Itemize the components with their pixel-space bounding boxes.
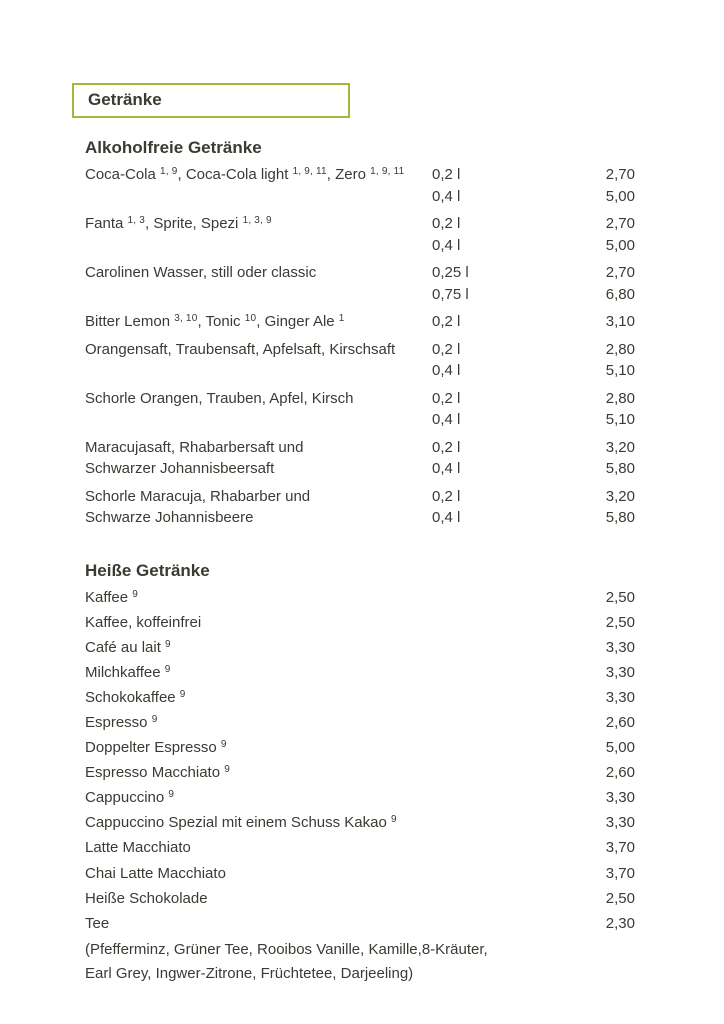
item-name: Fanta $^{1, 3}$, Sprite, Spezi $^{1, 3, 9}$ <box>85 215 272 232</box>
footnote-superscript: 10 <box>244 313 257 324</box>
footnote-superscript: 9 <box>168 789 175 801</box>
item-size: 0,4 l <box>432 362 461 379</box>
footnote-superscript: 1, 9, 11 <box>370 166 405 177</box>
hot-drinks-list <box>85 587 635 935</box>
item-name: Maracujasaft, Rhabarbersaft und <box>85 438 304 456</box>
menu-item-row <box>85 311 635 333</box>
footnote-superscript: 9 <box>151 713 158 725</box>
item-price: 2,30 <box>605 914 635 932</box>
tea-varieties-note <box>85 938 635 986</box>
item-size: 0,4 l <box>432 460 461 477</box>
item-name: Espresso Macchiato $^9$ <box>85 764 230 782</box>
item-name: Chai Latte Macchiato <box>85 864 226 882</box>
footnote-superscript: 9 <box>224 764 230 776</box>
item-price: 3,10 <box>605 313 635 330</box>
item-name: Kaffee $^9$ <box>85 588 139 606</box>
menu-item-row <box>85 284 635 306</box>
item-price: 5,80 <box>605 460 635 477</box>
item-price: 2,60 <box>605 764 635 782</box>
item-name: Latte Macchiato <box>85 839 191 857</box>
item-name: Coca-Cola $^{1, 9}$, Coca-Cola light $^{1, 9, 11}$, Zero $^{1, 9, 11}$ <box>85 166 405 183</box>
item-size: 0,2 l <box>432 389 461 407</box>
item-size: 0,2 l <box>432 166 461 183</box>
item-size: 0,2 l <box>432 313 461 330</box>
menu-item-row <box>85 837 635 859</box>
menu-item-row <box>85 712 635 734</box>
item-price: 2,50 <box>605 889 635 907</box>
item-size: 0,75 l <box>432 285 469 303</box>
menu-item-row <box>85 637 635 659</box>
item-price: 5,00 <box>605 739 635 757</box>
menu-item-row <box>85 409 635 431</box>
menu-item-row <box>85 863 635 885</box>
menu-item-row <box>85 458 635 480</box>
tea-note-line: Earl Grey, Ingwer-Zitrone, Früchtetee, Darjeeling) <box>85 964 414 982</box>
footnote-superscript: 1, 9 <box>160 166 178 177</box>
item-name: Schwarzer Johannisbeersaft <box>85 460 275 477</box>
item-price: 2,60 <box>605 713 635 731</box>
item-price: 3,30 <box>605 789 635 807</box>
menu-item-row <box>85 662 635 684</box>
menu-item <box>85 262 635 305</box>
section-heading-alkoholfrei: Alkoholfreie Getränke <box>85 138 262 157</box>
item-price: 5,10 <box>605 362 635 379</box>
item-name: Schokokaffee $^9$ <box>85 688 186 706</box>
item-price: 5,80 <box>605 509 635 526</box>
menu-item <box>85 213 635 256</box>
menu-item-row <box>85 186 635 208</box>
menu-item-row <box>85 787 635 809</box>
item-size: 0,4 l <box>432 411 461 428</box>
item-price: 3,30 <box>605 663 635 681</box>
item-price: 3,70 <box>605 839 635 857</box>
item-name: Carolinen Wasser, still oder classic <box>85 264 317 281</box>
item-price: 2,70 <box>605 264 635 281</box>
cold-drinks-list <box>85 164 635 529</box>
menu-item-row <box>85 587 635 609</box>
item-size: 0,4 l <box>432 236 461 254</box>
footnote-superscript: 1, 3 <box>127 215 146 226</box>
menu-item <box>85 486 635 529</box>
menu-item-row <box>85 437 635 459</box>
menu-item-row <box>85 612 635 634</box>
menu-item-row <box>85 388 635 410</box>
item-price: 2,80 <box>605 389 635 407</box>
item-size: 0,2 l <box>432 487 461 505</box>
menu-item <box>85 388 635 431</box>
menu-item-row <box>85 812 635 834</box>
menu-item <box>85 164 635 207</box>
item-price: 5,00 <box>605 187 635 205</box>
menu-item-row <box>85 737 635 759</box>
item-size: 0,4 l <box>432 509 461 526</box>
menu-item-row <box>85 339 635 361</box>
item-name: Heiße Schokolade <box>85 889 208 907</box>
menu-item-row <box>85 687 635 709</box>
item-price: 3,30 <box>605 814 635 832</box>
menu-item-row <box>85 888 635 910</box>
item-price: 2,80 <box>605 340 635 358</box>
menu-item-row <box>85 762 635 784</box>
item-size: 0,2 l <box>432 340 461 358</box>
footnote-superscript: 3, 10 <box>174 313 198 324</box>
item-price: 6,80 <box>605 285 635 303</box>
section-alkoholfreie-getraenke <box>85 137 635 529</box>
item-size: 0,2 l <box>432 215 461 232</box>
item-name: Schorle Orangen, Trauben, Apfel, Kirsch <box>85 389 354 407</box>
item-size: 0,25 l <box>432 264 469 281</box>
footnote-superscript: 1 <box>338 313 345 324</box>
footnote-superscript: 1, 3, 9 <box>242 215 272 226</box>
item-price: 3,20 <box>605 438 635 456</box>
item-price: 3,30 <box>605 638 635 656</box>
menu-item-row <box>85 507 635 529</box>
item-size: 0,4 l <box>432 187 461 205</box>
item-price: 2,50 <box>605 613 635 631</box>
item-price: 5,10 <box>605 411 635 428</box>
item-price: 3,30 <box>605 688 635 706</box>
item-name: Orangensaft, Traubensaft, Apfelsaft, Kirschsaft <box>85 340 396 358</box>
item-name: Tee <box>85 914 110 932</box>
menu-item <box>85 339 635 382</box>
menu-item <box>85 311 635 333</box>
footnote-superscript: 9 <box>391 814 397 826</box>
footnote-superscript: 9 <box>179 688 186 700</box>
footnote-superscript: 9 <box>220 739 227 751</box>
item-name: Bitter Lemon $^{3, 10}$, Tonic $^{10}$, Ginger Ale $^1$ <box>85 313 345 330</box>
item-name: Schwarze Johannisbeere <box>85 509 254 526</box>
item-name: Doppelter Espresso $^9$ <box>85 739 227 757</box>
footnote-superscript: 9 <box>132 588 139 600</box>
item-size: 0,2 l <box>432 438 461 456</box>
section-heisse-getraenke <box>85 560 635 986</box>
item-name: Schorle Maracuja, Rhabarber und <box>85 487 311 505</box>
item-name: Kaffee, koffeinfrei <box>85 613 202 631</box>
menu-item <box>85 437 635 480</box>
menu-item-row <box>85 486 635 508</box>
section-heading-heiss: Heiße Getränke <box>85 560 210 580</box>
menu-item-row <box>85 913 635 935</box>
menu-item-row <box>85 235 635 257</box>
menu-title-box <box>72 83 350 118</box>
item-price: 2,70 <box>605 166 635 183</box>
item-price: 2,70 <box>605 215 635 232</box>
item-name: Milchkaffee $^9$ <box>85 663 171 681</box>
item-name: Cappuccino Spezial mit einem Schuss Kakao $^9$ <box>85 814 397 832</box>
tea-note-line: (Pfefferminz, Grüner Tee, Rooibos Vanille, Kamille,8-Kräuter, <box>85 940 488 958</box>
menu-title: Getränke <box>88 90 162 109</box>
menu-item-row <box>85 164 635 186</box>
item-price: 5,00 <box>605 236 635 254</box>
footnote-superscript: 1, 9, 11 <box>292 166 327 177</box>
item-price: 2,50 <box>605 588 635 606</box>
item-price: 3,20 <box>605 487 635 505</box>
item-name: Café au lait $^9$ <box>85 638 171 656</box>
item-price: 3,70 <box>605 864 635 882</box>
menu-item-row <box>85 360 635 382</box>
item-name: Cappuccino $^9$ <box>85 789 175 807</box>
footnote-superscript: 9 <box>164 663 171 675</box>
menu-item-row <box>85 262 635 284</box>
menu-item-row <box>85 213 635 235</box>
item-name: Espresso $^9$ <box>85 713 158 731</box>
footnote-superscript: 9 <box>165 638 171 650</box>
